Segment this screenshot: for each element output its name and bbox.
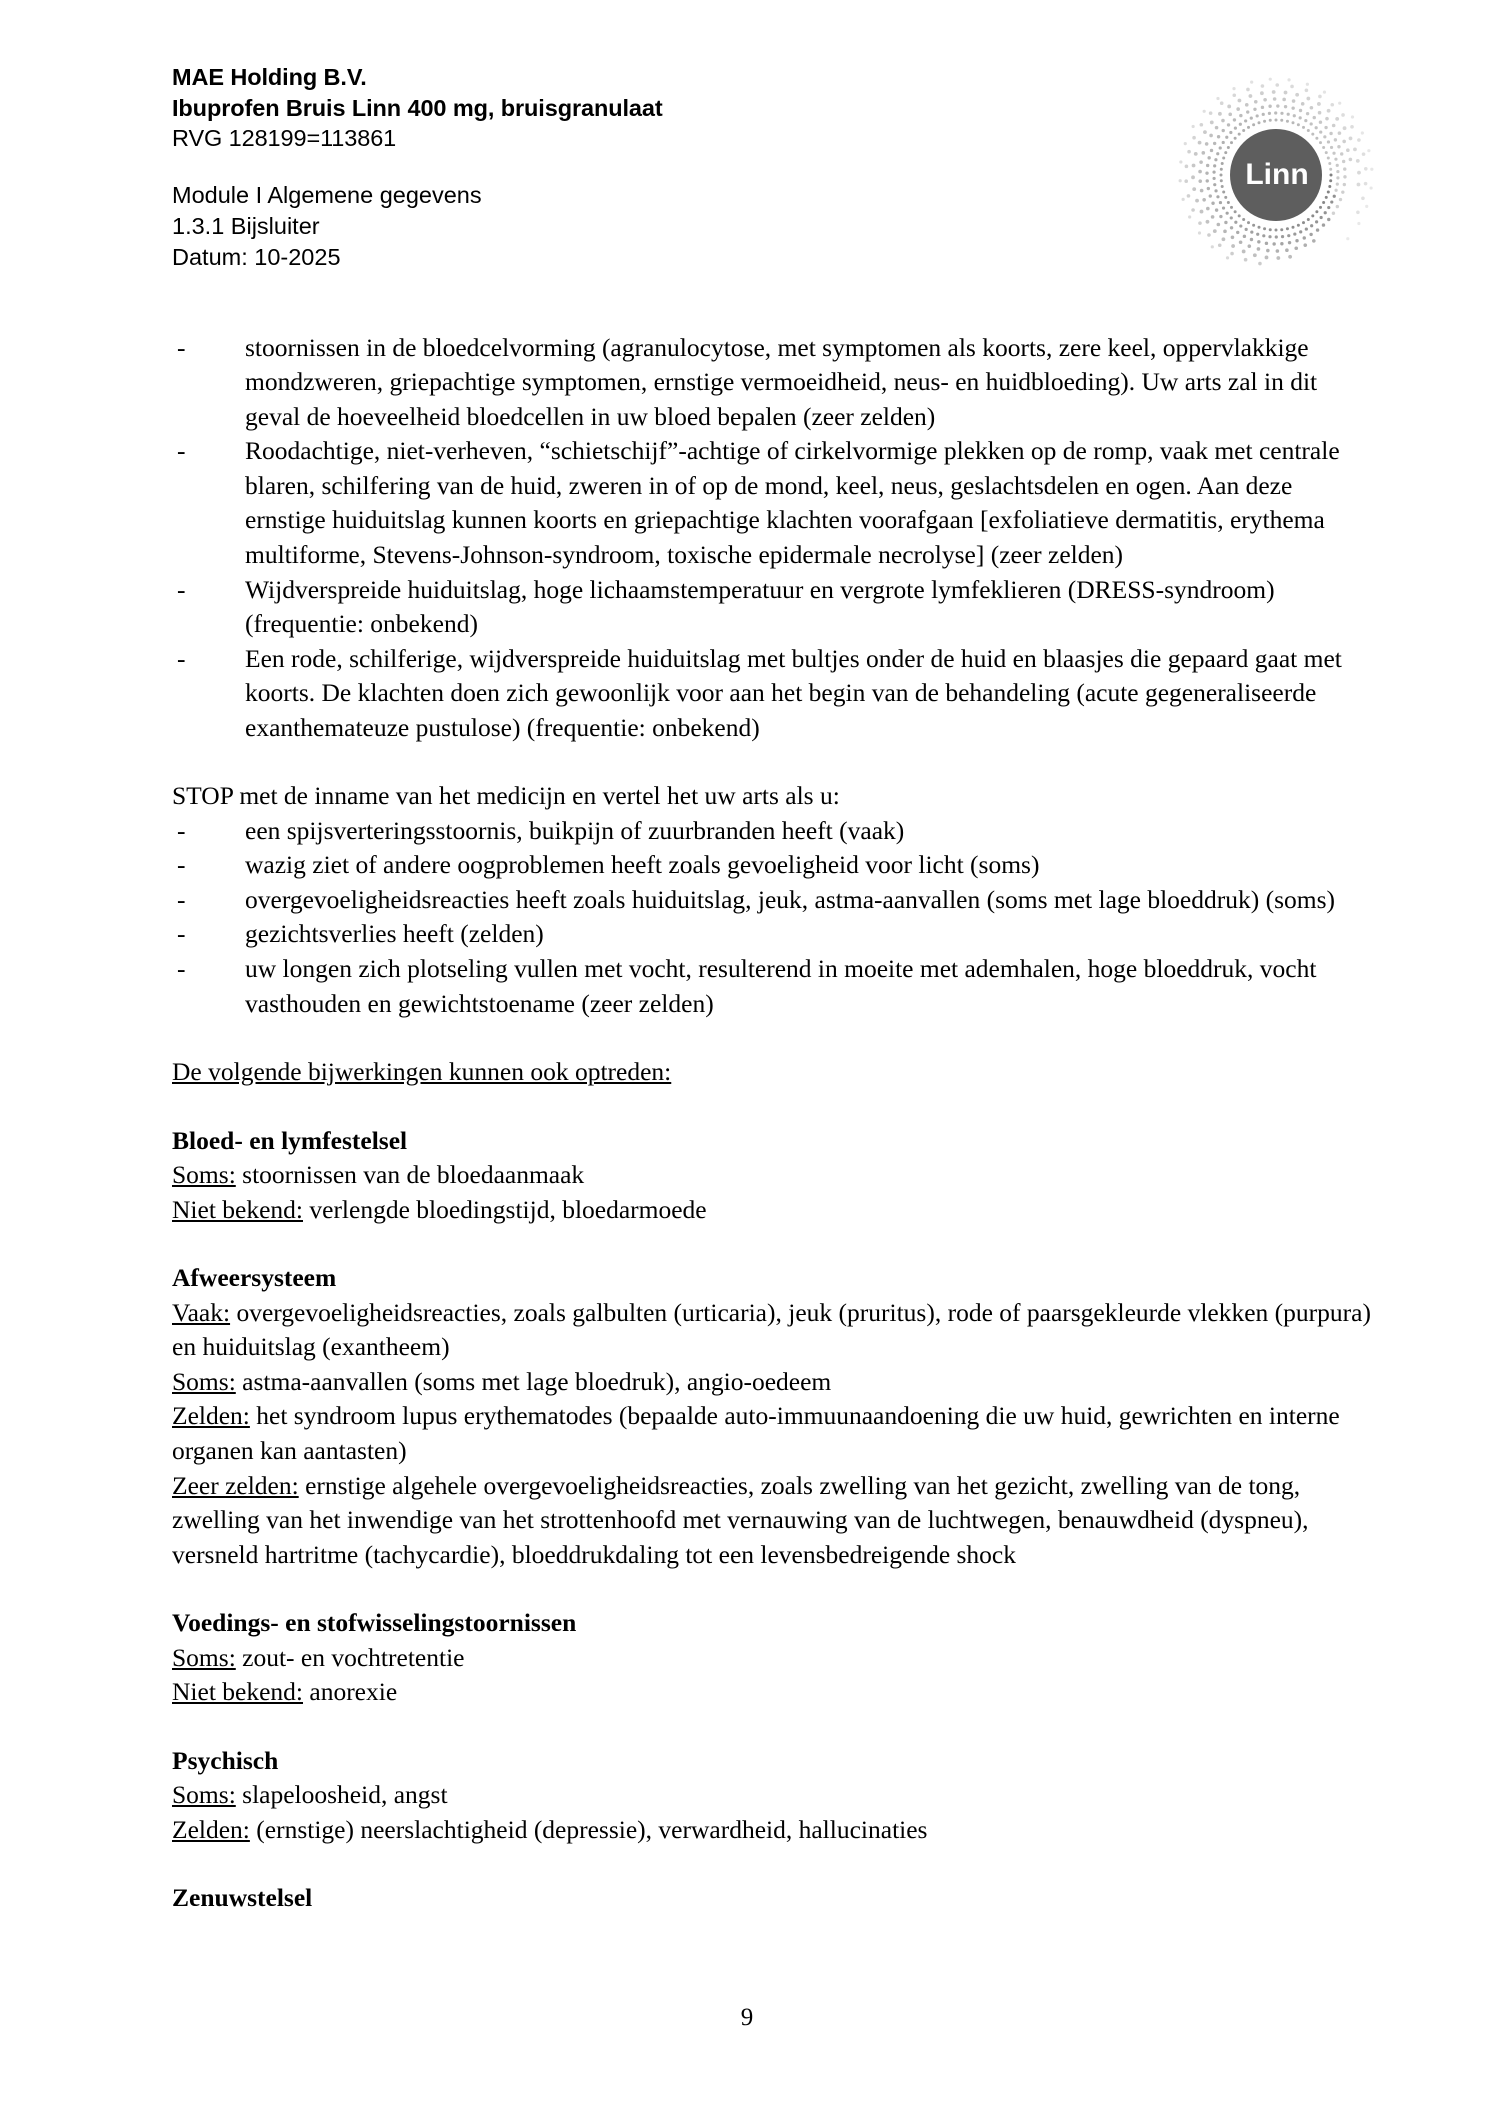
list-bullet: -: [177, 815, 186, 845]
frequency-label: Soms:: [172, 1780, 236, 1810]
frequency-text: overgevoeligheidsreacties, zoals galbulten (urticaria), jeuk (pruritus), rode of paarsgekleurde vlekken (purpura) en huiduitslag (exantheem): [172, 1297, 1371, 1362]
section-spacer: [172, 1090, 1374, 1124]
frequency-line: [172, 1469, 1374, 1573]
list-item: [172, 952, 1374, 1021]
list-bullet: -: [177, 850, 186, 880]
section-title: Zenuwstelsel: [172, 1883, 313, 1913]
product-name: Ibuprofen Bruis Linn 400 mg, bruisgranulaat: [172, 94, 663, 121]
section-spacer: [172, 1710, 1374, 1744]
list-item: [172, 883, 1374, 918]
document-body: [172, 331, 1374, 1916]
list-item: [172, 642, 1374, 746]
frequency-text: verlengde bloedingstijd, bloedarmoede: [303, 1194, 707, 1224]
list-item: [172, 814, 1374, 849]
other-effects-heading: De volgende bijwerkingen kunnen ook optreden:: [172, 1057, 672, 1087]
list-bullet: -: [177, 332, 186, 362]
list-item: [172, 331, 1374, 435]
frequency-text: (ernstige) neerslachtigheid (depressie), verwardheid, hallucinaties: [249, 1814, 928, 1844]
section-title: Bloed- en lymfestelsel: [172, 1125, 408, 1155]
linn-logo-text: Linn: [1245, 158, 1309, 191]
stop-symptoms-list: [172, 814, 1374, 1021]
section-spacer: [172, 1847, 1374, 1881]
frequency-line: [172, 1193, 1374, 1228]
frequency-text: astma-aanvallen (soms met lage bloedruk), angio-oedeem: [235, 1366, 832, 1396]
frequency-label: Zelden:: [172, 1814, 250, 1844]
frequency-label: Zeer zelden:: [172, 1470, 299, 1500]
frequency-line: [172, 1675, 1374, 1710]
frequency-text: ernstige algehele overgevoeligheidsreacties, zoals zwelling van het gezicht, zwelling van de tong, zwelling van het inwendige van het strottenhoofd met vernauwing van de luchtwegen, benauwdheid (dyspneu), versneld hartritme (tachycardie), bloeddrukdaling tot een levensbedreigende shock: [172, 1470, 1309, 1569]
section-line: 1.3.1 Bijsluiter: [172, 212, 320, 239]
section-title: Voedings- en stofwisselingstoornissen: [172, 1608, 577, 1638]
frequency-line: [172, 1158, 1374, 1193]
frequency-text: stoornissen van de bloedaanmaak: [235, 1160, 585, 1190]
section-spacer: [172, 1227, 1374, 1261]
list-item-text: stoornissen in de bloedcelvorming (agranulocytose, met symptomen als koorts, zere keel, oppervlakkige mondzweren, griepachtige symptomen, ernstige vermoeidheid, neus- en huidbloeding). Uw arts zal in dit geval de hoeveelheid bloedcellen in uw bloed bepalen (zeer zelden): [245, 332, 1318, 431]
page-number: 9: [740, 2004, 754, 2031]
frequency-label: Zelden:: [172, 1401, 250, 1431]
frequency-label: Niet bekend:: [172, 1677, 303, 1707]
stop-intro: STOP met de inname van het medicijn en vertel het uw arts als u:: [172, 781, 840, 811]
section-title: Afweersysteem: [172, 1263, 337, 1293]
frequency-text: zout- en vochtretentie: [235, 1642, 465, 1672]
list-item-text: wazig ziet of andere oogproblemen heeft zoals gevoeligheid voor licht (soms): [245, 850, 1040, 880]
frequency-label: Soms:: [172, 1160, 236, 1190]
list-bullet: -: [177, 436, 186, 466]
list-item: [172, 848, 1374, 883]
module-line: Module I Algemene gegevens: [172, 181, 482, 208]
frequency-label: Niet bekend:: [172, 1194, 303, 1224]
stop-spacer: [172, 1021, 1374, 1055]
frequency-text: slapeloosheid, angst: [235, 1780, 448, 1810]
list-bullet: -: [177, 919, 186, 949]
frequency-text: het syndroom lupus erythematodes (bepaalde auto-immuunaandoening die uw huid, gewrichten en interne organen kan aantasten): [172, 1401, 1340, 1465]
frequency-text: anorexie: [303, 1677, 398, 1707]
frequency-line: [172, 1399, 1374, 1468]
registration-number: RVG 128199=113861: [172, 125, 397, 152]
section-title: Psychisch: [172, 1745, 279, 1775]
list-item-text: uw longen zich plotseling vullen met vocht, resulterend in moeite met ademhalen, hoge bloeddruk, vocht vasthouden en gewichtstoename (zeer zelden): [245, 953, 1317, 1018]
date-line: Datum: 10-2025: [172, 243, 341, 270]
effect-sections: [172, 1090, 1374, 1916]
frequency-line: [172, 1296, 1374, 1365]
list-item: [172, 434, 1374, 572]
frequency-label: Soms:: [172, 1642, 236, 1672]
frequency-label: Soms:: [172, 1366, 236, 1396]
list-item-text: een spijsverteringsstoornis, buikpijn of zuurbranden heeft (vaak): [245, 815, 905, 845]
section-spacer: [172, 1572, 1374, 1606]
list-item-text: overgevoeligheidsreacties heeft zoals huiduitslag, jeuk, astma-aanvallen (soms met lage bloeddruk) (soms): [245, 884, 1336, 914]
list-item-text: gezichtsverlies heeft (zelden): [245, 919, 544, 949]
frequency-line: [172, 1813, 1374, 1848]
list-item-text: Roodachtige, niet-verheven, “schietschijf”-achtige of cirkelvormige plekken op de romp, vaak met centrale blaren, schilfering van de huid, zweren in of op de mond, keel, neus, geslachtsdelen en ogen. Aan deze ernstige huiduitslag kunnen koorts en griepachtige klachten voorafgaan [exfoliatieve dermatitis, erythema multiforme, Stevens-Johnson-syndroom, toxische epidermale necrolyse] (zeer zelden): [245, 436, 1340, 569]
list-bullet: -: [177, 884, 186, 914]
frequency-label: Vaak:: [172, 1297, 231, 1327]
list-bullet: -: [177, 643, 186, 673]
list-spacer: [172, 745, 1374, 779]
adverse-effects-list: [172, 331, 1374, 746]
list-item: [172, 917, 1374, 952]
list-bullet: -: [177, 953, 186, 983]
frequency-line: [172, 1778, 1374, 1813]
company-name: MAE Holding B.V.: [172, 64, 367, 90]
list-item-text: Een rode, schilferige, wijdverspreide huiduitslag met bultjes onder de huid en blaasjes die gepaard gaat met koorts. De klachten doen zich gewoonlijk voor aan het begin van de behandeling (acute gegeneraliseerde exanthemateuze pustulose) (frequentie: onbekend): [245, 643, 1342, 742]
linn-logo: [1176, 75, 1376, 275]
frequency-line: [172, 1641, 1374, 1676]
list-bullet: -: [177, 574, 186, 604]
frequency-line: [172, 1365, 1374, 1400]
list-item: [172, 573, 1374, 642]
list-item-text: Wijdverspreide huiduitslag, hoge lichaamstemperatuur en vergrote lymfeklieren (DRESS-syndroom) (frequentie: onbekend): [245, 574, 1275, 639]
